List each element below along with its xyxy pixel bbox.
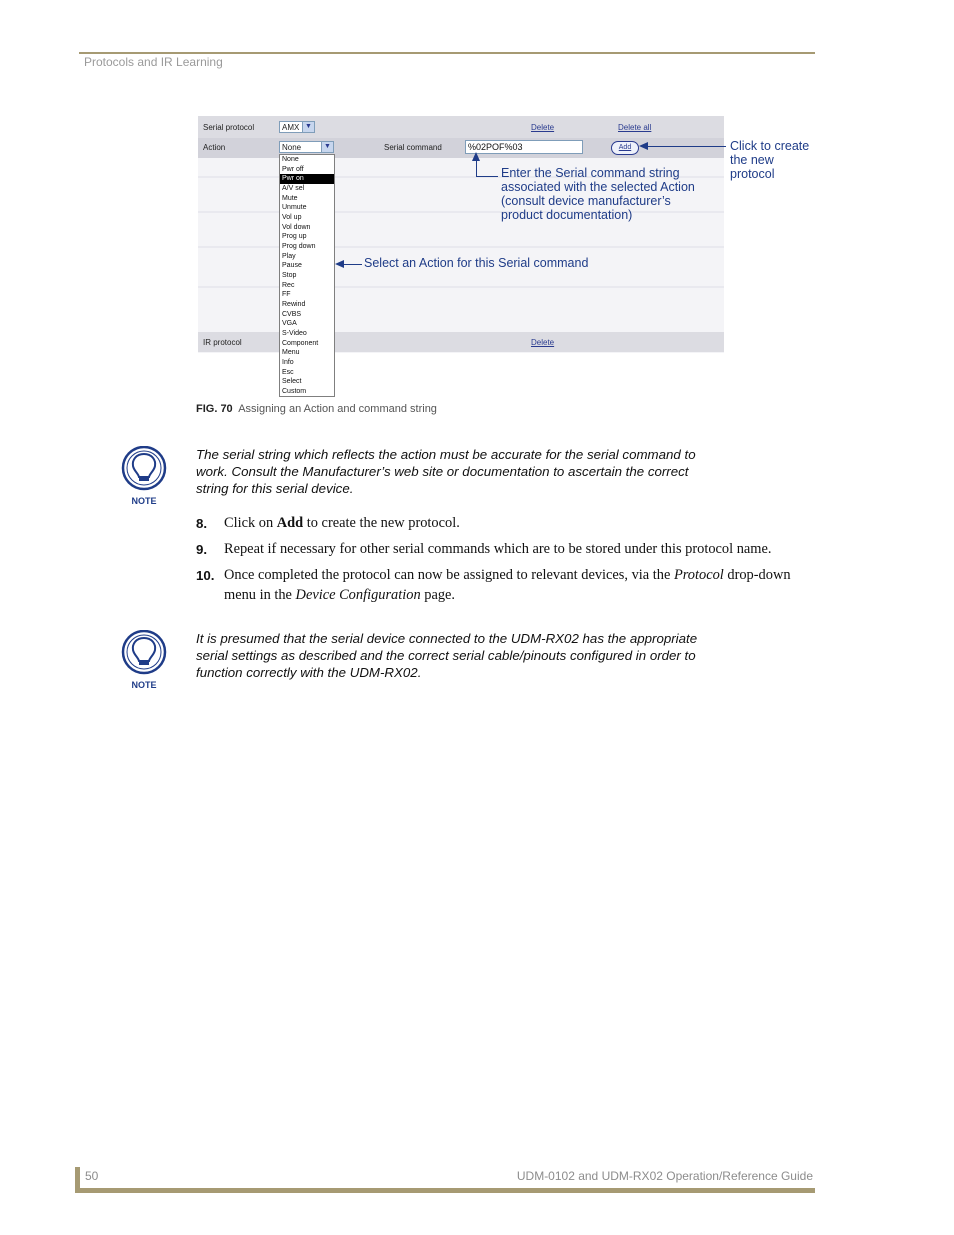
action-option[interactable]: Rewind	[282, 301, 306, 309]
figure-caption-text: Assigning an Action and command string	[238, 403, 437, 415]
step-text: Once completed the protocol can now be assigned to relevant devices, via the Protocol drop-down menu in the Device Configuration page.	[224, 567, 791, 603]
action-option[interactable]: Prog up	[282, 233, 307, 241]
callout-add: Click to create the new protocol	[730, 139, 810, 181]
note-icon	[120, 446, 168, 511]
action-select[interactable]: None ▼	[279, 141, 334, 153]
action-option[interactable]: FF	[282, 291, 291, 299]
callout-command-vline	[476, 160, 477, 176]
action-option[interactable]: Vol down	[282, 223, 311, 231]
ir-protocol-row	[198, 332, 724, 352]
serial-protocol-label: Serial protocol	[203, 123, 255, 132]
serial-protocol-select[interactable]: AMX ▼	[279, 121, 315, 133]
guide-title: UDM-0102 and UDM-RX02 Operation/Reference Guide	[516, 1169, 813, 1183]
lightbulb-icon	[120, 446, 168, 506]
figure-caption	[196, 403, 437, 415]
callout-add-line	[648, 146, 726, 147]
callout-command: Enter the Serial command string associated with the selected Action (consult device manufacturer’s product documentation)	[501, 166, 695, 222]
action-option[interactable]: Pwr off	[282, 165, 304, 173]
action-option[interactable]: Menu	[282, 349, 300, 357]
step-number: 9.	[196, 542, 208, 557]
add-button[interactable]: Add	[611, 141, 639, 155]
screenshot-figure	[198, 116, 724, 353]
callout-action: Select an Action for this Serial command	[364, 256, 589, 270]
note-icon	[120, 630, 168, 695]
step-text: Repeat if necessary for other serial commands which are to be stored under this protocol name.	[224, 541, 772, 557]
action-option[interactable]: Unmute	[282, 204, 307, 212]
delete-link[interactable]: Delete	[531, 123, 555, 132]
serial-command-input[interactable]: %02POF%03	[465, 140, 583, 154]
action-option[interactable]: Pwr on	[280, 174, 334, 184]
action-option[interactable]: Custom	[282, 388, 307, 396]
arrow-left-icon	[639, 142, 648, 150]
callout-command-hline	[476, 176, 498, 177]
action-option[interactable]: Component	[282, 339, 319, 347]
ir-delete-link[interactable]: Delete	[531, 338, 555, 347]
serial-command-label: Serial command	[384, 143, 442, 152]
action-option[interactable]: S-Video	[282, 330, 307, 338]
step-text: Click on Add to create the new protocol.	[224, 515, 460, 531]
callout-action-line	[343, 264, 362, 265]
action-option[interactable]: Vol up	[282, 214, 302, 222]
footer-rule	[79, 1188, 815, 1193]
action-option[interactable]: Mute	[282, 194, 298, 202]
action-option[interactable]: Select	[282, 378, 302, 386]
running-head: Protocols and IR Learning	[84, 55, 223, 69]
note-text: The serial string which reflects the action must be accurate for the serial command to work. Consult the Manufacturer’s web site or documentation to ascertain the correct string for this serial device.	[196, 447, 696, 496]
ir-protocol-label: IR protocol	[203, 338, 242, 347]
figure-number: FIG. 70	[196, 403, 233, 415]
action-option[interactable]: Pause	[282, 262, 302, 270]
action-option[interactable]: Prog down	[282, 243, 316, 251]
chevron-down-icon: ▼	[302, 122, 314, 132]
note-text: It is presumed that the serial device connected to the UDM-RX02 has the appropriate serial settings as described and the correct serial cable/pinouts configured in order to function correctly with the UDM-RX02.	[196, 631, 698, 680]
lightbulb-icon	[120, 630, 168, 690]
action-option[interactable]: Play	[282, 252, 296, 260]
action-option[interactable]: None	[282, 156, 299, 163]
svg-text:NOTE: NOTE	[131, 680, 157, 690]
delete-all-link[interactable]: Delete all	[618, 123, 652, 132]
svg-text:NOTE: NOTE	[131, 496, 157, 506]
action-option[interactable]: CVBS	[282, 310, 302, 318]
action-option[interactable]: VGA	[282, 320, 297, 328]
action-option[interactable]: A/V sel	[282, 185, 305, 193]
action-label: Action	[203, 143, 226, 152]
chevron-down-icon: ▼	[321, 142, 333, 152]
step-number: 10.	[196, 568, 215, 583]
action-dropdown-list[interactable]	[279, 154, 335, 397]
step-number: 8.	[196, 516, 208, 531]
action-option[interactable]: Rec	[282, 281, 295, 289]
action-option[interactable]: Info	[282, 359, 294, 367]
action-option[interactable]: Esc	[282, 368, 294, 376]
header-rule	[79, 52, 815, 54]
action-option[interactable]: Stop	[282, 272, 297, 280]
page-number: 50	[85, 1169, 99, 1183]
